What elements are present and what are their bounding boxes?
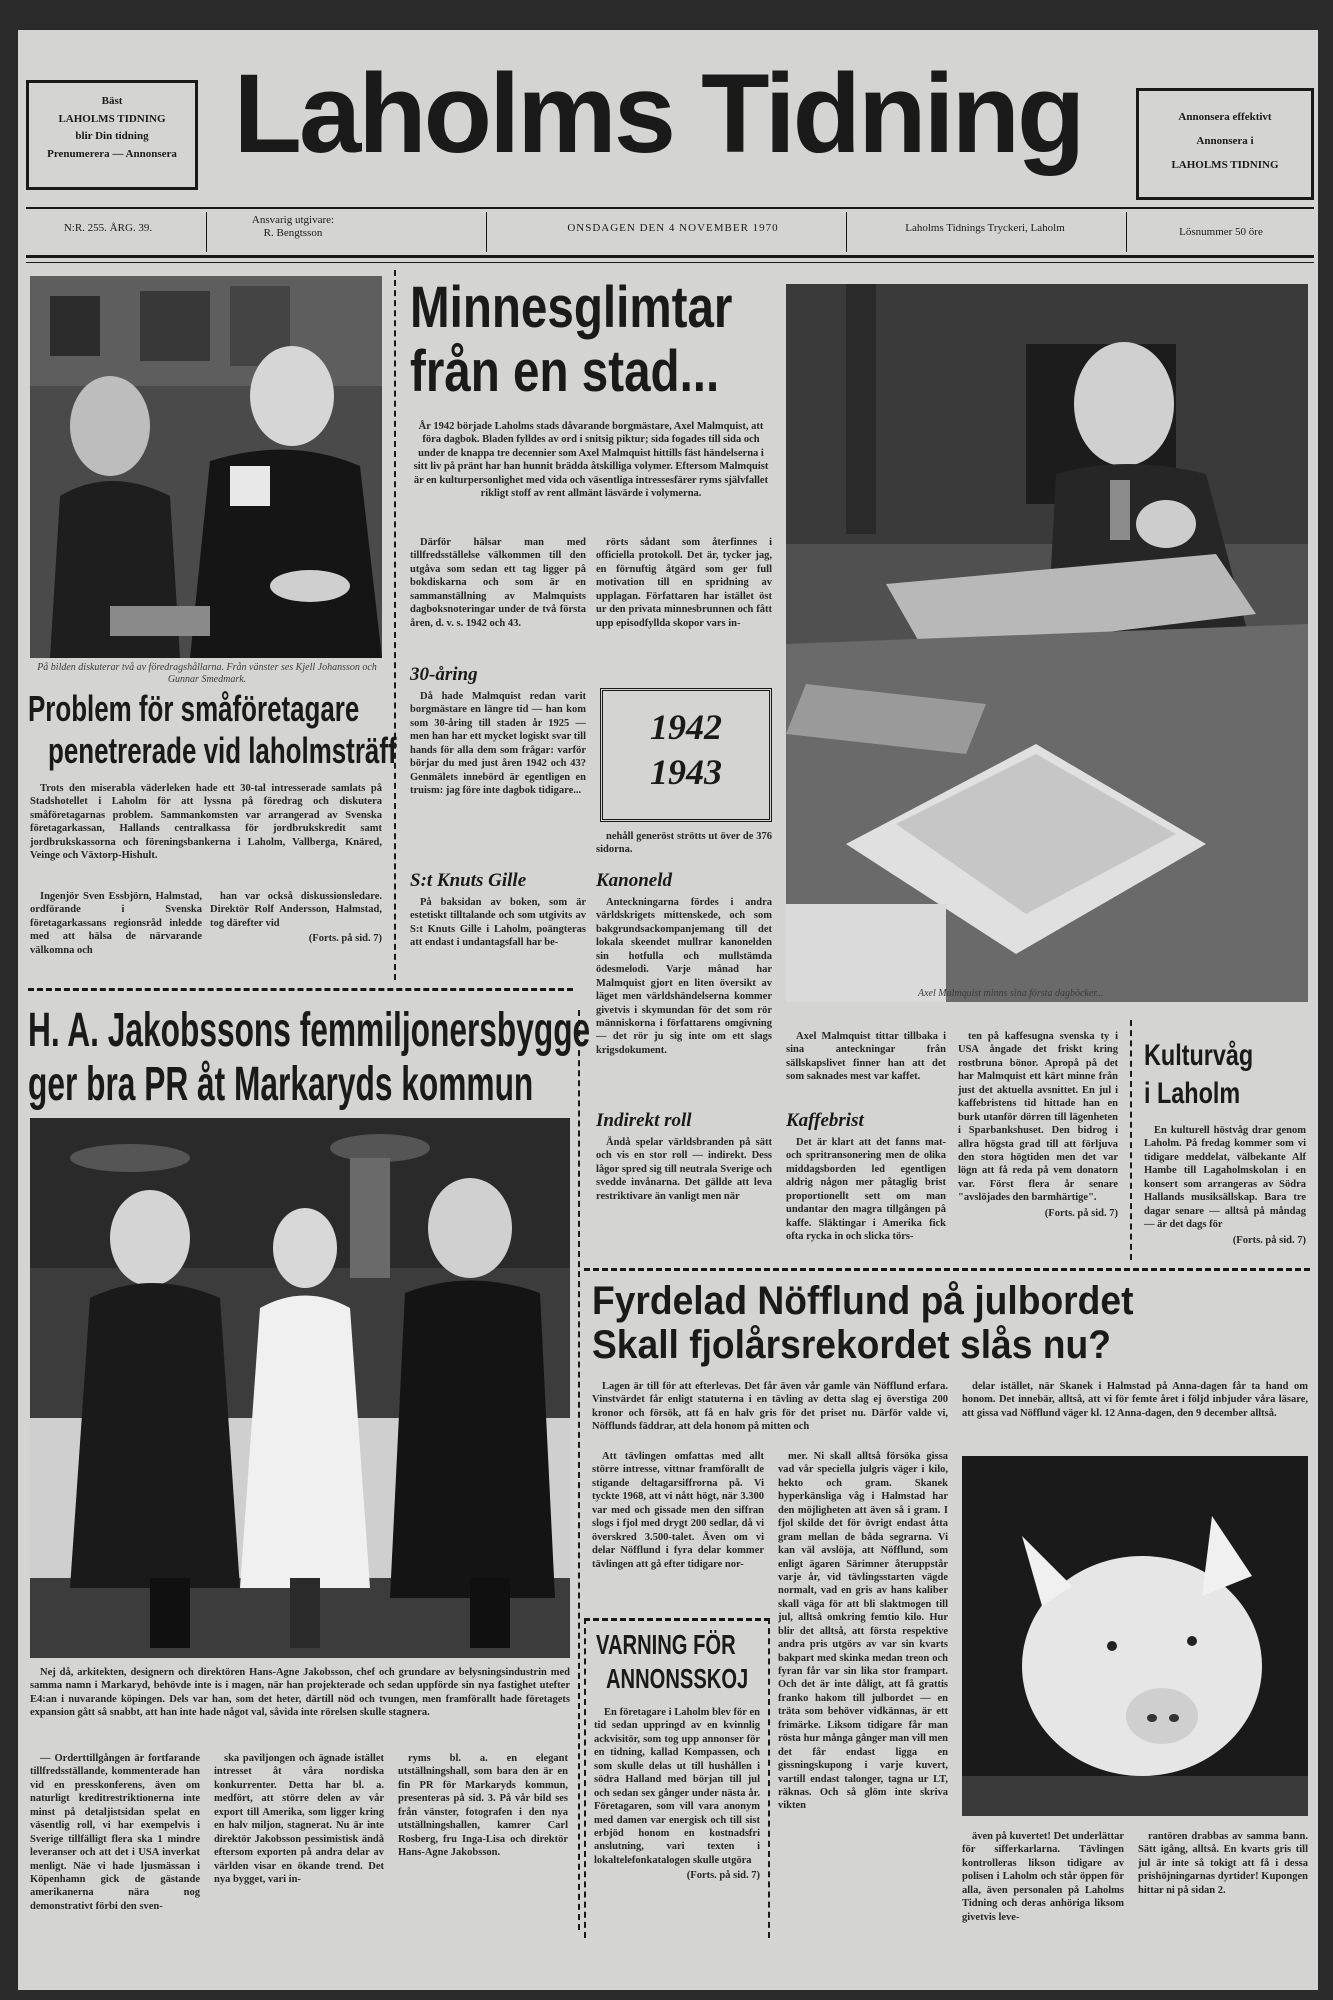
newspaper-page [18,30,1318,1990]
issue-number: N:R. 255. ÅRG. 39. [63,222,153,234]
publisher-block: Ansvarig utgivare: R. Bengtsson [251,214,335,240]
varning-text: En företagare i Laholm blev för en tid sedan uppringd av en kvinnlig ackvisitör, som tog upp annonser för en tidning, kallad Kompassen, och som skulle delas ut till hushållen i södra Halland med början till jul och sedan sex gånger under nästa år. Företagaren, som vill vara anonym med damen var energisk och till sist erbjöd honom en kostnadsfri anslutning, vari texten i lokaltelefonkatalogen skulle utgöra (Forts. på sid. 7) [594,1707,760,1882]
noff-col-2: mer. Ni skall alltså försöka gissa vad vår speciella julgris väger i kilo, hekto och gram. Skanek hyperkänsliga våg i Halmstad har den möjligheten att även så i gram. I fjol skilde det för övrigt endast åtta gram mellan de båda segrarna. Vi kan väl avslöja, att Nöfflund, som enligt ägaren Särimner återuppstår varje år, vid tävlingsstarten vägde normalt, vad en gris av hans kaliber skall väga för att bli slaktmogen till jul, alltså omkring femtio kilo. Hur blir det alltså, att första respektive andra pris utgörs av var sin kvarts bakpart med skinka medan treon och fyran får var sin lika stor frampart. Och det är inte dåligt, att få grattis franko hakom till julbordet — en träta som behöver vidkännas, är ett frimärke. Liksom tidigare får man rösta hur många gånger man vill men det får endast ligga en gissningskupong i varje kuvert, vartill endast talonger, tagna ur LT, räknas. Och så glöm inte skriva vikten [778,1451,948,1812]
years-box [600,688,772,822]
noff-headline-2: Skall fjolårsrekordet slås nu? [592,1323,1111,1367]
meeting-photo-caption: På bilden diskuterar två av föredragshållarna. Från vänster ses Kjell Johansson och Gunnar Smedmark. [37,662,377,685]
minnes-col-1: Därför hälsar man med tillfredsställelse välkommen till den utgåva som sedan ett tag ligger på bokdiskarna och som är en sammanställning av Malmquists dagboksnoteringar under de två första åren, d. v. s. 1942 och 43. [410,537,586,629]
malmquist-photo-caption: Axel Malmquist minns sina första dagböcker... [918,988,1104,999]
kultur-text: En kulturell höstvåg drar genom Laholm. På fredag kommer som vi tidigare meddelat, välbekante Alf Hambe till Lagaholmskolan i en konsert som arrangeras av Södra Hallands musiksällskap. Bara tre dagar senare — alltså på måndag — är det dags för (Forts. på sid. 7) [1144,1125,1306,1246]
kultur-headline-2: i Laholm [1144,1077,1241,1110]
jakobsson-col-1: — Orderttillgången är fortfarande tillfredsställande, kommenterade han vid en presskonferens, även om naturligt kreditrestriktionerna inte minst på detaljistsidan spelat en väsentlig roll, vi har exempelvis i Sverige tillfälligt flera ska 1 mindre leveranser och att det i USA inverkat menligt. Näe vi hade ljusmässan i Köpenhamn gick de gästande amerikanerna nära nog demonstrativt förbi den sven- [30,1753,200,1912]
issue-price: Lösnummer 50 öre [1179,226,1263,238]
minnes-headline-1: Minnesglimtar [410,275,733,340]
malmquist-photo [786,284,1308,1002]
masthead-right-box: Annonsera effektivt Annonsera i LAHOLMS TIDNING [1136,88,1314,200]
minnes-sub-30: 30-åring [410,664,478,685]
minnes-col-2: rörts sådant som återfinnes i officiella protokoll. Det är, tycker jag, en förnuftig åtgärd som ger full motivation till en spridning av upplagan. Författaren har istället öst ur den privata minnesbrunnen och fått upp episodfyllda skopor vars in- [596,537,772,629]
problem-headline-2: penetrerade vid laholmsträff [48,730,397,771]
varning-headline-1: VARNING FÖR [596,1629,736,1660]
jakobsson-lead: Nej då, arkitekten, designern och direktören Hans-Agne Jakobsson, chef och grundare av belysningsindustrin med samma namn i Markaryd, behövde inte is i magen, när han projekterade och sedan uppförde sin nya fastighet utefter E4:an i nuvarande köpingen. Dels var han, som det heter, därtill nöd och tvungen, men framförallt hade företagets expansion gått så snabbt, att han inte hade något val, såvida inte rörelsen skulle stagnera. [30,1667,570,1719]
minnes-col-30: Då hade Malmquist redan varit borgmästare en längre tid — han kom som 30-åring till staden år 1925 — men han har ett mycket logiskt svar till hands för alla dem som frågar: varför börjar du med just åren 1942 och 43? Genmälets innebörd är egentligen en truism: jag före inte dagbok tidigare... [410,691,586,797]
jakobsson-col-2: ska paviljongen och ägnade istället intresset åt våra nordiska konkurrenter. Detta har bl. a. medfört, att större delen av vår export till Amerika, som ligger kring en halv miljon, stagnerat. Nu är inte direktör Jakobsson pessimistisk ändå eftersom exporten på andra delar av världen visar en ökande trend. Det nya bygget, vari in- [214,1753,384,1885]
masthead-title: Laholms Tidning [233,51,1083,176]
noff-col-4: rantören drabbas av samma bann. Sätt igång, alltså. En kvarts gris till jul är inte så tokigt att få i dessa prishöjningarnas dyrtider! Kupongen hittar ni på sidan 2. [1138,1831,1308,1896]
noff-headline-1: Fyrdelad Nöfflund på julbordet [592,1279,1134,1323]
noff-lead: Lagen är till för att efterlevas. Det får även vår gamle vän Nöfflund erfara. Vinstvärdet får enligt statuterna i en tävling av detta slag ej överstiga 200 kronor och försök, att få en halv gris för det priset nu. Därför valde vi, Nöfflunds fäddrar, att dela honom på mitten och [592,1381,948,1433]
minnes-col-indirekt: Ändå spelar världsbranden på sätt och vis en stor roll — indirekt. Dess lågor spred sig till neutrala Sverige och svedde invånarna. Det gällde att leva restriktivare än vanligt men när [596,1137,772,1202]
problem-col-2: han var också diskussionsledare. Direktör Rolf Andersson, Halmstad, tog därefter vid (Forts. på sid. 7) [210,891,382,945]
minnes-headline-2: från en stad... [410,339,720,404]
noff-lead-right: delar istället, när Skanek i Halmstad på Anna-dagen får ta hand om honom. Det innebär, alltså, att vi för femte året i följd inbjuder våra läsare, att gissa vad Nöfflund väger kl. 12 Anna-dagen, den 9 december alltså. [962,1381,1308,1419]
kultur-headline-1: Kulturvåg [1144,1039,1254,1072]
printer-name: Laholms Tidnings Tryckeri, Laholm [905,222,1065,234]
jakobsson-headline-2: ger bra PR åt Markaryds kommun [28,1058,534,1111]
year-1943: 1943 [650,752,722,792]
minnes-col-axel: Axel Malmquist tittar tillbaka i sina anteckningar från sällskapslivet finner han att det som saknades mest var kaffet. [786,1031,946,1083]
jakobsson-col-3: ryms bl. a. en elegant utställningshall, som bara den är en fin PR för Markaryds kommun, presenteras på sid. 3. På vår bild ses från vänster, fotografen i den nya utställningshallen, kamrer Carl Rosberg, fru Inga-Lisa och direktör Hans-Agne Jakobsson. [398,1753,568,1859]
issue-date: ONSDAGEN DEN 4 NOVEMBER 1970 [567,222,779,234]
minnes-col-years: nehåll generöst strötts ut över de 376 sidorna. [596,831,772,856]
minnes-lead: År 1942 började Laholms stads dåvarande borgmästare, Axel Malmquist, att föra dagbok. Bladen fylldes av ord i snitsig piktur; sida fogades till sida och under de knappa tre decennier som Axel Malmquist hittills fäst händelserna i sitt liv på pränt har han hunnit brädda åtskilliga volymer. Eftersom Malmquist är en kulturpersonlighet med vida och väsentliga intressesfärer ryms självfallet rikligt stoff av rent allmänt läsvärde i volymerna. [413,421,769,500]
meeting-photo [30,276,382,658]
pig-photo [962,1456,1308,1816]
varning-headline-2: ANNONSSKOJ [606,1663,749,1694]
minnes-col-knut: På baksidan av boken, som är estetiskt tilltalande och som utgivits av S:t Knuts Gille i Laholm, poängteras att endast i undantagsfall har be- [410,897,586,949]
problem-col-1: Ingenjör Sven Essbjörn, Halmstad, ordförande i Svenska företagarkassans regionsråd inledde med att hälsa de närvarande välkomna och [30,891,202,956]
jakobsson-headline-1: H. A. Jakobssons femmiljonersbygge [28,1004,591,1057]
noff-col-1: Att tävlingen omfattas med allt större intresse, vittnar framförallt de stigande deltagarsiffrorna på. Vi tyckte 1968, att vi nått högt, när 3.300 var med och gissade men den siffran slogs i fjol med drygt 200 sedlar, då vi överskred 3.500-talet. Även om vi delar Nöfflund i fyra delar kommer tävlingen att gå efter tidigare nor- [592,1451,764,1570]
minnes-col-kanon: Anteckningarna fördes i andra världskrigets mittenskede, och som bakgrundsackompanjemang till det lokala skeendet mullrar kanonelden sin hotfulla och mullstämda ödesmelodi. Varje månad har Malmquist gjort en liten översikt av läget men världshändelserna kommer givetvis i skymundan för det som rör människorna i författarens omgivning — det rör ju sig inte om ett slags krigsdokument. [596,897,772,1056]
minnes-col-kaffe: Det är klart att det fanns mat- och spritransonering men de olika middagsborden led egentligen aldrig någon mer påtaglig brist proportionellt sett om man undantar den magra tillgången på kaffe. Släktingar i Amerika fick ofta rycka in och slicka törs- [786,1137,946,1243]
jakobsson-photo [30,1118,570,1658]
problem-lead: Trots den miserabla väderleken hade ett 30-tal intresserade samlats på Stadshotellet i Laholm för att lyssna på föredrag och diskutera småföretagarnas problem. Sammankomsten var arrangerad av Svenska företagarkassan, Hallands centralkassa för jordbrukskredit samt jordbrukskassorna och föreningsbankerna i Laholm, Vallberga, Knäred, Veinge och Växtorp-Hishult. [30,783,382,862]
year-1942: 1942 [650,707,722,747]
minnes-sub-kanon: Kanoneld [596,870,673,891]
minnes-sub-knut: S:t Knuts Gille [410,870,527,891]
masthead-left-box: Bäst LAHOLMS TIDNING blir Din tidning Prenumerera — Annonsera [26,80,198,190]
minnes-sub-indirekt: Indirekt roll [596,1110,692,1131]
minnes-col-kaffe-2: ten på kaffesugna svenska ty i USA ångade det friskt kring rostbrunа bönor. Apropå på det har Malmquist ett kärt minne från just det aktuella avsnittet. En jul i kaffebristens tid hittade han en burk utanför dörren till lägenheten i Sparbankshuset. Den bidrog i allra högsta grad till att förljuva den stora högtiden men det var lögn att få reda på vem donatorn var. Först flera år senare "avslöjades den barmhärtige". (Forts. på sid. 7) [958,1031,1118,1219]
minnes-sub-kaffe: Kaffebrist [786,1110,864,1131]
problem-headline-1: Problem för småföretagare [28,688,360,729]
noff-col-3: även på kuvertet! Det underlättar för sifferkarlarna. Tävlingen kontrolleras likson tidigare av polisen i Laholm och står öppen för alla, även personalen på Laholms Tidning och deras anhöriga liksom givetvis leve- [962,1831,1124,1923]
